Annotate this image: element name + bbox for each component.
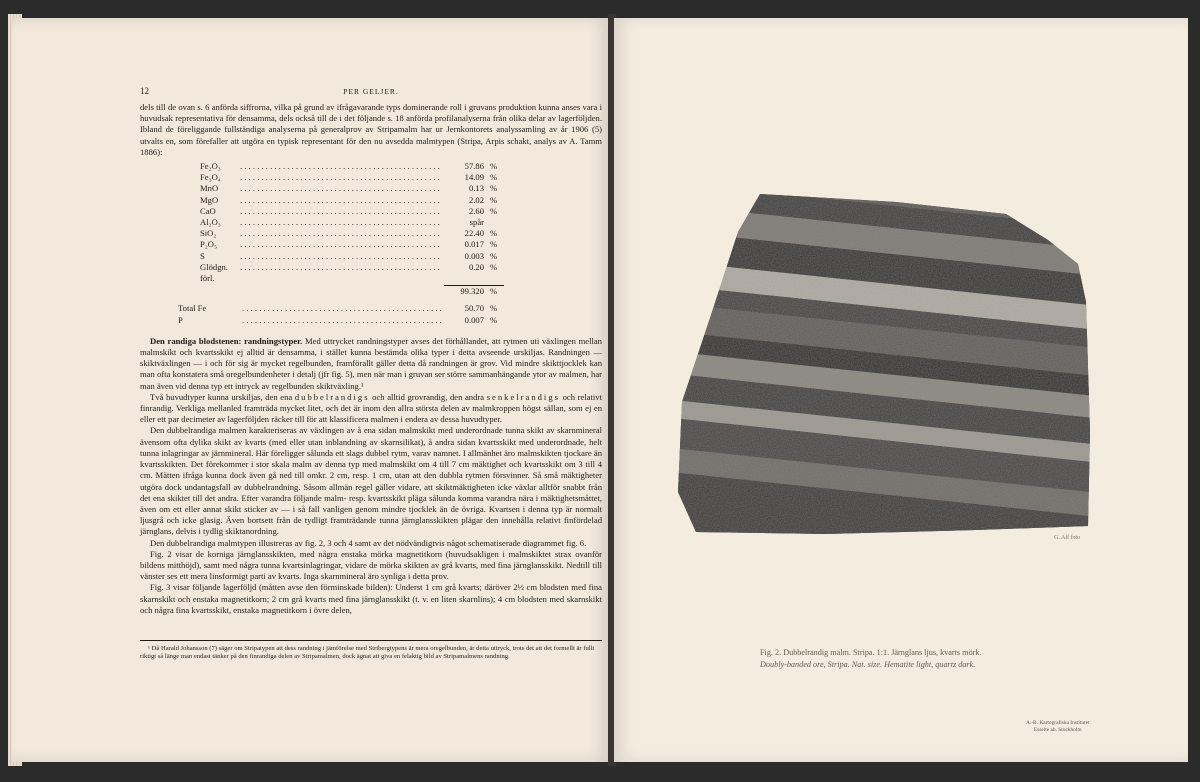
analysis-key: Total Fe — [178, 303, 207, 314]
analysis-value: 2.02 — [468, 194, 484, 205]
analysis-key: CaO — [200, 205, 216, 216]
analysis-row — [200, 262, 504, 284]
analysis-key: Fe₂O₃ — [200, 161, 221, 172]
section-paragraph-1: Den randiga blodstenen: randningstyper. Med uttrycket randningstyper avses det förhållandet, att rytmen uti växlingen mellan malmskikt och kvartsskikt ej alltid är densamma, i stället kunna bestämda olika typer i detta avseende urskiljas. Randningen — skiktväxlingen — i och för sig är mycket regelbunden, framförallt gäller detta då randningen är grov. Vid mindre skikttjocklek kan man ofta konstatera små oregelbundenheter i detalj (jfr fig. 5), men när man i gruvan ser större sammanhängande ytor av malmen, har man även vid denna typ ett intryck av regelbunden skiktväxling.¹ — [140, 335, 602, 391]
analysis-value: 0.13 — [468, 183, 484, 194]
section-paragraph-3: Den dubbelrandiga malmen karakteriseras av växlingen av å ena sidan malmskikt med underordnade tunna skikt av skarnmineral ävensom ofta dylika skikt av kvarts (med eller utan inblandning av skarnsilikat), å andra sidan kvartsskikt med underordnade, helt tunna inlagringar av järnmineral. Här föreligger sålunda ett slags dubbel rytm, varav namnet. I allmänhet äro malmskikten tjockare än kvartsskikten. Det förekommer i stor skala malm av denna typ med malmskikt om 4 till 7 cm mäktighet och kvartsskikt om 3 till 4 cm. Mätten ifråga kunna dock även gå ned till omkr. 2 cm, resp. 1 cm, utan att den dubbla rytmen försvinner. Så små mäktigheter utgöra dock undantagsfall av dubbelrandning. Såsom allmän regel gäller vidare, att skiktmäktigheten icke växlar alltför snabbt från det ena skiktet till det andra. Efter varandra följande malm- resp. kvartsskikt pläga sålunda komma varandra nära i mäktighetsmåttet, även om ett eller annat skikt sticker av — i så fall vanligen genom mindre tjocklek än de övriga. Kvartsen i denna typ är normalt ljusgrå och icke glasig. Även bortsett från de tydligt framträdande tunna järnglansskikten plägar den innehålla relativt finfördelad järnglans, delvis i tydlig skiktanordning. — [140, 425, 602, 537]
analysis-sum-row — [200, 286, 504, 297]
analysis-value: 0.003 — [464, 250, 484, 261]
term-dubbelrandig: dubbelrandigs — [294, 391, 370, 402]
analysis-value: 50.70 — [464, 303, 484, 314]
analysis-row — [200, 195, 504, 206]
analysis-total-row — [178, 314, 504, 326]
analysis-total-row — [178, 303, 504, 314]
running-head: PER GELJER. — [343, 87, 399, 96]
analysis-unit: % — [490, 286, 498, 297]
analysis-unit: % — [490, 239, 498, 250]
analysis-value: 2.60 — [468, 205, 484, 216]
analysis-row — [200, 206, 504, 217]
analysis-key — [200, 286, 240, 297]
page-number: 12 — [140, 86, 149, 96]
analysis-value: spår — [469, 217, 484, 228]
analysis-unit: % — [490, 314, 498, 325]
caption-swedish: Fig. 2. Dubbelrandig malm. Stripa. 1:1. Järnglans ljus, kvarts mörk. — [760, 648, 982, 657]
section-paragraph-6: Fig. 3 visar följande lagerföljd (måtten avse den förminskade bilden): Underst 1 cm grå kvarts; däröver 2½ cm blodsten med fina skarnskikt och enstaka magnetitkorn; 2 cm grå kvarts med fina järnglansskikt (t. v. en liten skarnlins); 4 cm blodsten med skarnskikt och några fina kvartsskikt, enstaka magnetitkorn i övre delen, — [140, 582, 602, 615]
intro-paragraph: dels till de ovan s. 6 anförda siffrorna, vilka på grund av ifrågavarande typs dominerande roll i gruvans produktion kunna anses vara i huvudsak representativa för densamma, dels också till de i det följande s. 18 anförda profilanalyserna från olika delar av lagerföljden. Ibland de föreliggande fullständiga analyserna på generalprov av Stripamalm har ur Jernkontorets analyssamling av år 1906 (5) utvalts en, som förefaller att utgöra en typisk representant för den nu avsedda malmtypen (Stripa, Arpis schakt, analys av A. Tamm 1886): — [140, 102, 602, 157]
analysis-value: 14.09 — [464, 172, 484, 183]
analysis-key: Glödgn. förl. — [200, 261, 228, 284]
section-paragraph-2: Två huvudtyper kunna urskiljas, den ena dubbelrandigs och alltid grovrandig, den andra senkelrandigs och relativt finrandig. Verkliga mellanled framträda mycket litet, och det är inom den allra största delen av malmkroppen högst sällan, som ej en eller ett par decimeter av lagerföljden räcker till för att klassificera malmen i endera av dessa huvudtyper. — [140, 391, 602, 425]
analysis-unit — [490, 217, 504, 228]
analysis-row — [200, 251, 504, 262]
ore-specimen-photo — [676, 192, 1096, 534]
footnote: ¹ Då Harald Johansson (7) säger om Stripatypen att dess randning i jämförelse med Stribergtypens är mera oregelbunden, är detta uttryck, trots det att det formellt är fullt riktigt så länge man endast tänker på den finrandiga delen av Stripamalmen, dock ägnat att giva en felaktig bild av Stripamalmens randning. — [140, 645, 595, 660]
analysis-value: 22.40 — [464, 228, 484, 239]
analysis-value: 0.007 — [464, 314, 484, 325]
analysis-table — [178, 161, 504, 326]
analysis-key: SiO₂ — [200, 228, 217, 239]
section-paragraph-5: Fig. 2 visar de korniga järnglansskikten, med några enstaka mörka magnetitkorn (huvudsakligen i malmskiktet strax ovanför bildens mitthöjd), samt med några tunna kvartsinlagringar, vidare de mörka skikten av grå kvarts, med fina järnglansskikt. Nedtill till vänster ses ett mera linsformigt parti av kvarts. Inga skarnmineral äro synliga i detta prov. — [140, 548, 602, 582]
analysis-value: 0.017 — [464, 239, 484, 250]
analysis-unit: % — [490, 228, 498, 239]
printer-imprint: A.-B. Kartografiska Institutet Esselte ab. Stockholm — [1026, 720, 1090, 733]
analysis-row — [200, 228, 504, 239]
analysis-unit: % — [490, 261, 498, 272]
analysis-key: MgO — [200, 194, 219, 205]
analysis-row — [200, 161, 504, 172]
section-paragraph-4: Den dubbelrandiga malmtypen illustreras av fig. 2, 3 och 4 samt av det nödvändigtvis något schematiserade diagrammet fig. 6. — [150, 537, 587, 548]
analysis-unit: % — [490, 194, 498, 205]
analysis-unit: % — [490, 250, 498, 261]
analysis-value: 0.20 — [468, 261, 484, 272]
analysis-row — [200, 239, 504, 250]
analysis-row — [200, 183, 504, 194]
analysis-value: 99.320 — [460, 286, 484, 297]
section-heading: Den randiga blodstenen: randningstyper. — [150, 335, 303, 346]
analysis-row — [200, 172, 504, 183]
analysis-key: S — [200, 250, 205, 261]
footnote-area — [140, 640, 602, 661]
analysis-unit: % — [490, 172, 498, 183]
analysis-row — [200, 217, 504, 228]
analysis-unit: % — [490, 303, 498, 314]
term-enkelrandig: senkelrandigs — [486, 391, 560, 402]
figure-caption — [760, 647, 1020, 671]
analysis-key: P₂O₅ — [200, 239, 217, 250]
analysis-unit: % — [490, 183, 498, 194]
analysis-unit: % — [490, 205, 498, 216]
analysis-key: Fe₃O₄ — [200, 172, 221, 183]
analysis-unit: % — [490, 161, 498, 172]
caption-english: Doubly-banded ore, Stripa. Nat. size. Hematite light, quartz dark. — [760, 660, 976, 669]
photo-credit: G. Alf foto — [1054, 535, 1081, 541]
analysis-key: MnO — [200, 183, 219, 194]
analysis-value: 57.86 — [464, 161, 484, 172]
left-page-body — [140, 102, 602, 616]
analysis-key: P — [178, 314, 183, 325]
analysis-key: Al₂O₃ — [200, 217, 221, 228]
